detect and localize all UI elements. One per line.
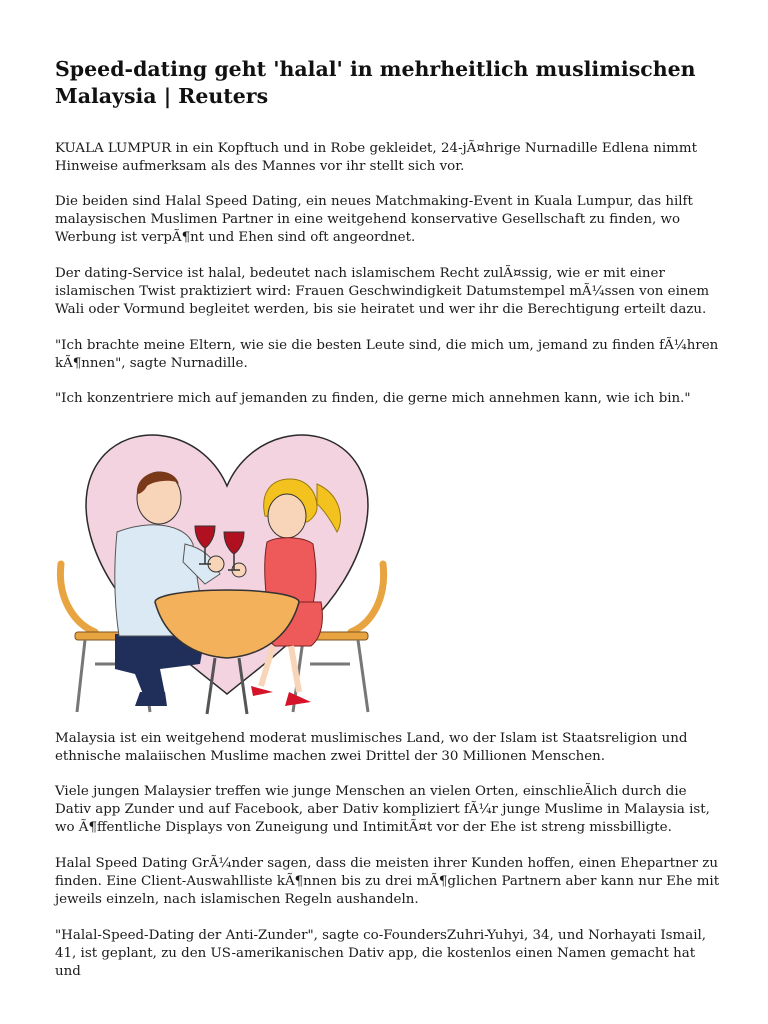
paragraph-6: Malaysia ist ein weitgehend moderat muslimisches Land, wo der Islam ist Staatsreligion und ethnische malaiischen Muslime machen zwei Drittel der 30 Millionen Menschen. — [55, 731, 688, 764]
paragraph-3: Der dating-Service ist halal, bedeutet nach islamischem Recht zulÃ¤ssig, wie er mit einer islamischen Twist praktiziert wird: Frauen Geschwindigkeit Datumstempel mÃ¼ssen von einem Wali oder Vormund begleitet werden, bis sie heiratet und wer ihr die Berechtigung erteilt dazu. — [55, 266, 710, 317]
paragraph-8: Halal Speed Dating GrÃ¼nder sagen, dass die meisten ihrer Kunden hoffen, einen Ehepartner zu finden. Eine Client-Auswahlliste kÃ¶nnen bis zu drei mÃ¶glichen Partnern aber kann nur Ehe mit jeweils einzeln, nach islamischen Regeln aushandeln. — [55, 856, 720, 907]
paragraph-4: "Ich brachte meine Eltern, wie sie die besten Leute sind, die mich um, jemand zu finden fÃ¼hren kÃ¶nnen", sagte Nurnadille. — [55, 338, 719, 371]
paragraph-5: "Ich konzentriere mich auf jemanden zu finden, die gerne mich annehmen kann, wie ich bin." — [55, 391, 691, 406]
paragraph-1: KUALA LUMPUR in ein Kopftuch und in Robe gekleidet, 24-jÃ¤hrige Nurnadille Edlena nimmt Hinweise aufmerksam als des Mannes vor ihr stellt sich vor. — [55, 141, 697, 174]
paragraph-2: Die beiden sind Halal Speed Dating, ein neues Matchmaking-Event in Kuala Lumpur, das hilft malaysischen Muslimen Partner in eine weitgehend konservative Gesellschaft zu finden, wo Werbung ist verpÃ¶nt und Ehen sind oft angeordnet. — [55, 194, 693, 245]
paragraph-9: "Halal-Speed-Dating der Anti-Zunder", sagte co-FoundersZuhri-Yuhyi, 34, und Norhayati Ismail, 41, ist geplant, zu den US-amerikanischen Dativ app, die kostenlos einen Namen gemacht hat und — [55, 928, 707, 979]
couple-dating-illustration — [55, 424, 395, 716]
article-title: Speed-dating geht 'halal' in mehrheitlich muslimischen Malaysia | Reuters — [55, 57, 696, 108]
paragraph-7: Viele jungen Malaysier treffen wie junge Menschen an vielen Orten, einschlieÃlich durch die Dativ app Zunder und auf Facebook, aber Dativ kompliziert fÃ¼r junge Muslime in Malaysia ist, wo Ã¶ffentliche Displays von Zuneigung und IntimitÃ¤t vor der Ehe ist streng missbilligte. — [55, 784, 710, 835]
